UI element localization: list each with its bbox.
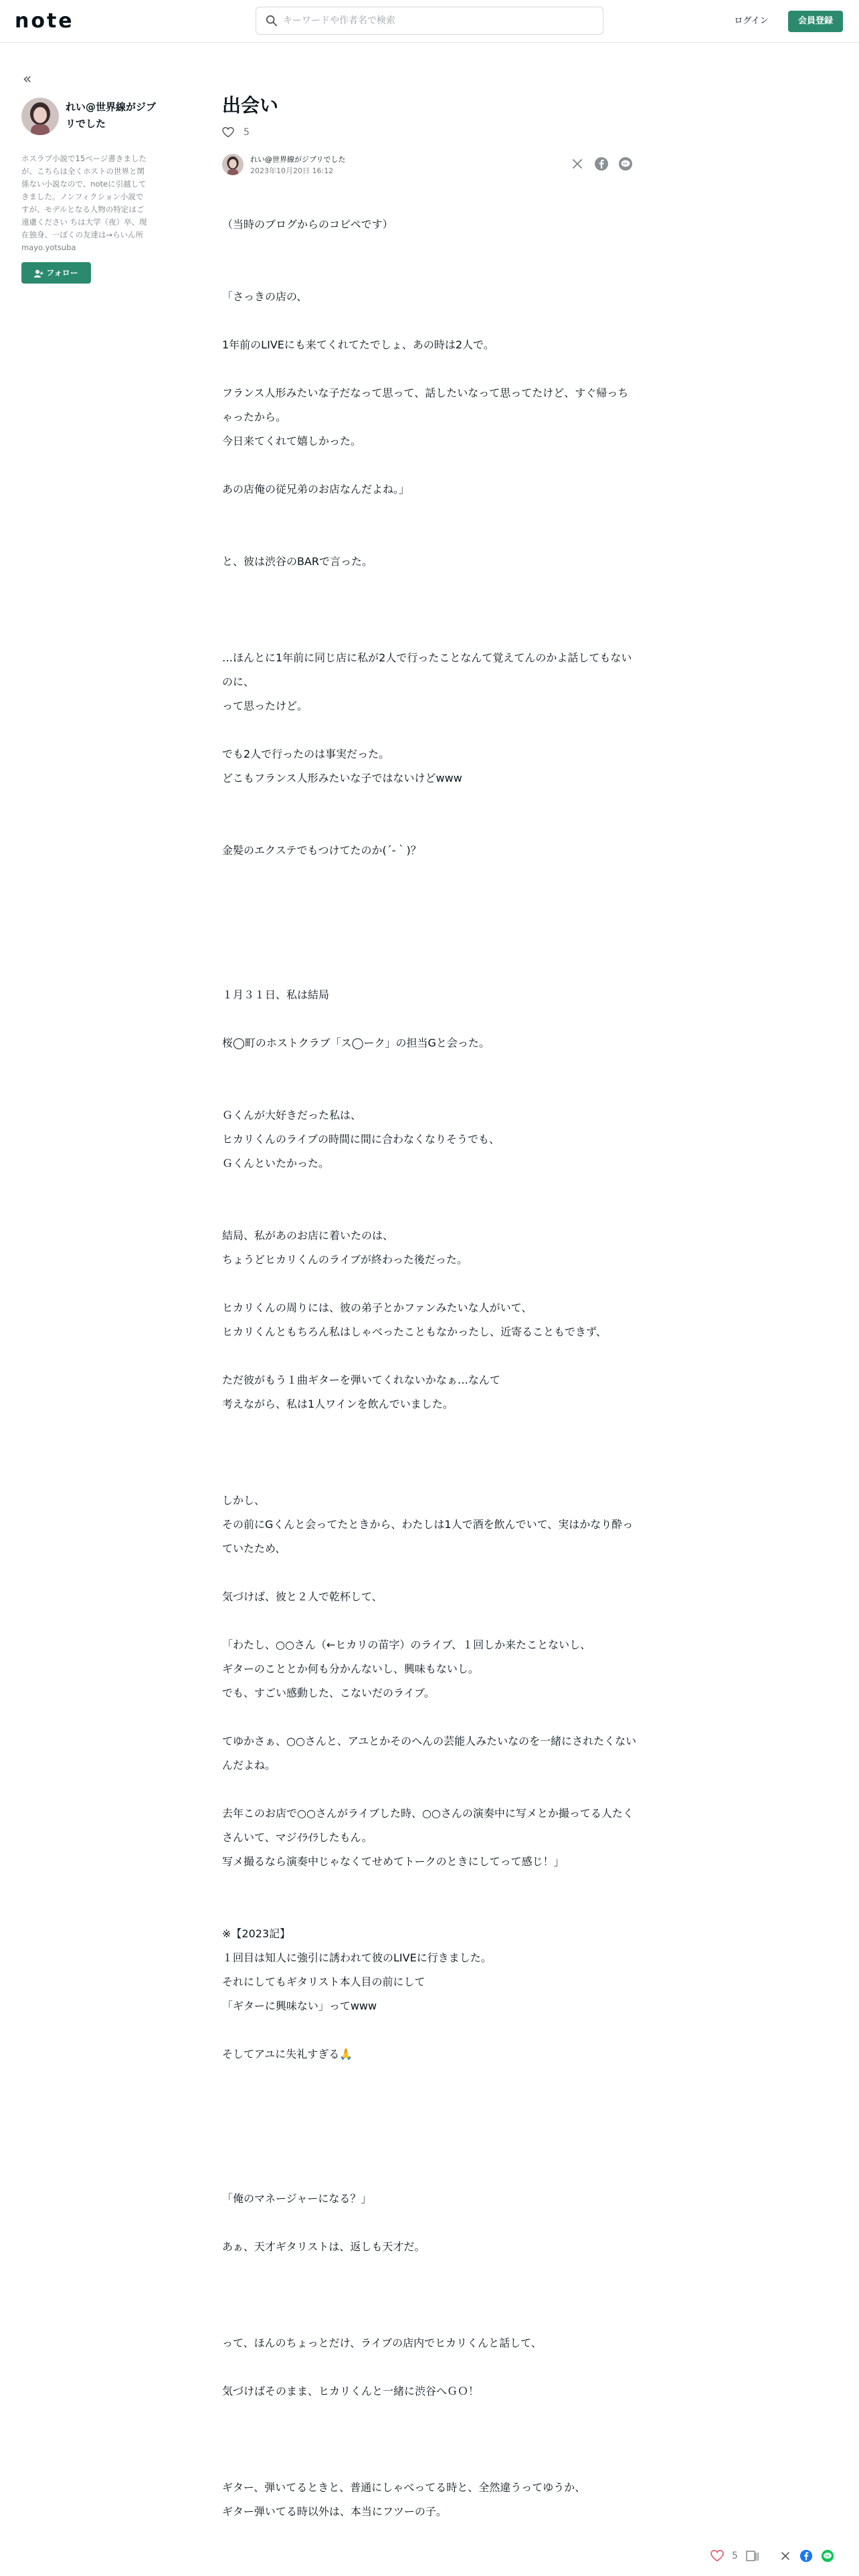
article-paragraph: ヒカリくんともちろん私はしゃべったこともなかったし、近寄ることもできず、 xyxy=(222,1325,607,1338)
author-small-avatar[interactable] xyxy=(222,154,244,175)
article-paragraph: 「俺のマネージャーになる？」 xyxy=(222,2192,372,2205)
article-paragraph xyxy=(222,502,637,526)
article-paragraph xyxy=(222,1055,637,1079)
login-button[interactable]: ログイン xyxy=(734,16,769,26)
article-paragraph xyxy=(222,2090,637,2115)
article-paragraph xyxy=(222,959,637,983)
article-paragraph: ギター、弾いてるときと、普通にしゃべってる時と、全然違うってゆうか、 xyxy=(222,2481,586,2494)
article-paragraph xyxy=(222,1465,637,1489)
article-paragraph: １月３１日、私は結局 xyxy=(222,988,330,1001)
signup-button[interactable]: 会員登録 xyxy=(788,11,843,32)
article-paragraph: １回目は知人に強引に誘われて彼のLIVEに行きました。 xyxy=(222,1951,492,1964)
article-paragraph xyxy=(222,1874,637,1898)
article-paragraph xyxy=(222,309,637,333)
line-icon[interactable] xyxy=(618,156,633,171)
article-paragraph: あの店俺の従兄弟のお店なんだよね。」 xyxy=(222,483,410,496)
article-paragraph: Ｇくんといたかった。 xyxy=(222,1157,330,1170)
article-paragraph: ※【2023記】 xyxy=(222,1927,291,1940)
article-paragraph xyxy=(222,1176,637,1200)
article-paragraph xyxy=(222,2139,637,2163)
article-paragraph xyxy=(222,622,637,646)
article-paragraph xyxy=(222,1416,637,1440)
note-logo[interactable]: note xyxy=(15,9,74,33)
article-paragraph: 「ギターに興味ない」ってwww xyxy=(222,2000,377,2012)
article-paragraph: ちょうどヒカリくんのライブが終わった後だった。 xyxy=(222,1253,468,1266)
line-icon[interactable] xyxy=(821,2549,834,2563)
article-paragraph: あぁ、天才ギタリストは、返しも天才だ。 xyxy=(222,2240,425,2253)
article-paragraph xyxy=(222,1200,637,1224)
article-paragraph: って、ほんのちょっとだけ、ライブの店内でヒカリくんと話して、 xyxy=(222,2337,542,2349)
article-paragraph: ヒカリくんのライブの時間に間に合わなくなりそうでも、 xyxy=(222,1133,500,1146)
article-paragraph: どこもフランス人形みたいな子ではないけどwww xyxy=(222,772,462,784)
bottom-action-bar xyxy=(710,2547,851,2565)
author-row xyxy=(222,152,632,177)
article-paragraph: 「わたし、○○さん（←ヒカリの苗字）のライブ、１回しか来たことないし、 xyxy=(222,1638,591,1651)
article-paragraph xyxy=(222,237,637,261)
article-paragraph xyxy=(222,2403,637,2428)
site-header xyxy=(0,0,859,43)
article-paragraph xyxy=(222,261,637,285)
article-paragraph xyxy=(222,2355,637,2379)
article-title: 出会い xyxy=(222,94,279,116)
article-paragraph xyxy=(222,2259,637,2283)
search-icon xyxy=(266,15,278,27)
article-paragraph xyxy=(222,2018,637,2042)
article-paragraph: （当時のブログからのコピペです） xyxy=(222,218,393,231)
article-paragraph xyxy=(222,526,637,550)
article-paragraph: 写メ撮るなら演奏中じゃなくてせめてトークのときにしてって感じ！」 xyxy=(222,1855,565,1868)
article-paragraph xyxy=(222,1561,637,1585)
article-paragraph: てゆかさぁ、○○さんと、アユとかそのへんの芸能人みたいなのを一緒にされたくないんだよね。 xyxy=(222,1735,637,1772)
author-avatar[interactable] xyxy=(21,98,59,135)
article-paragraph: 今日来てくれて嬉しかった。 xyxy=(222,435,362,447)
article-paragraph xyxy=(222,790,637,815)
article-paragraph: 気づけばそのまま、ヒカリくんと一緒に渋谷へＧＯ！ xyxy=(222,2385,480,2397)
article-paragraph xyxy=(222,1440,637,1465)
like-count: 5 xyxy=(244,127,250,138)
article-paragraph xyxy=(222,574,637,598)
article-paragraph xyxy=(222,1705,637,1729)
article-paragraph: 去年このお店で○○さんがライブした時、○○さんの演奏中に写メとか撮ってる人たくさんいて、マジｲﾗｲﾗしたもん。 xyxy=(222,1807,634,1844)
article-paragraph: Ｇくんが大好きだった私は、 xyxy=(222,1109,362,1121)
article-paragraph xyxy=(222,718,637,742)
article-paragraph xyxy=(222,1272,637,1296)
sidebar-author-name[interactable]: れい@世界線がジブリでした xyxy=(66,101,157,130)
article-paragraph: と、彼は渋谷のBARで言った。 xyxy=(222,555,373,568)
article-paragraph: そしてアユに失礼すぎる🙏 xyxy=(222,2048,353,2060)
article-paragraph xyxy=(222,887,637,911)
search-box[interactable] xyxy=(256,7,603,35)
article-paragraph xyxy=(222,453,637,477)
article-body xyxy=(222,213,637,2524)
chevrons-left-icon[interactable]: « xyxy=(23,71,32,88)
article-paragraph xyxy=(222,815,637,839)
x-logo-icon[interactable] xyxy=(779,2550,791,2562)
article-paragraph: 1年前のLIVEにも来てくれてたでしょ、あの時は2人で。 xyxy=(222,338,494,351)
article-paragraph: 結局、私があのお店に着いたのは、 xyxy=(222,1229,394,1242)
article-paragraph xyxy=(222,2452,637,2476)
article-paragraph: でも、すごい感動した、こないだのライブ。 xyxy=(222,1687,435,1699)
article-paragraph: 「さっきの店の、 xyxy=(222,290,308,303)
article-paragraph: フランス人形みたいな子だなって思って、話したいなって思ってたけど、すぐ帰っちゃったから。 xyxy=(222,387,629,423)
article-paragraph xyxy=(222,1609,637,1633)
magazine-icon[interactable] xyxy=(746,2550,759,2562)
article-paragraph: 桜◯町のホストクラブ「ス◯ーク」の担当Gと会った。 xyxy=(222,1037,490,1049)
follow-label: フォロー xyxy=(46,268,78,278)
article-paragraph xyxy=(222,1344,637,1368)
article-paragraph: …ほんとに1年前に同じ店に私が2人で行ったことなんて覚えてんのかよ話してもないのに、 xyxy=(222,651,632,688)
article-paragraph xyxy=(222,2428,637,2452)
article-paragraph xyxy=(222,863,637,887)
article-paragraph: 金髪のエクステでもつけてたのか(´-｀)？ xyxy=(222,844,421,857)
article-paragraph: でも2人で行ったのは事実だった。 xyxy=(222,748,390,760)
person-plus-icon xyxy=(34,270,43,278)
article-paragraph xyxy=(222,911,637,935)
article-paragraph: その前にGくんと会ってたときから、わたしは1人で酒を飲んでいて、実はかなり酔っていたため、 xyxy=(222,1518,634,1555)
article-paragraph xyxy=(222,1778,637,1802)
heart-icon[interactable] xyxy=(710,2550,724,2562)
article-paragraph xyxy=(222,2163,637,2187)
sidebar-author-bio: ホスラブ小説で15ページ書きましたが、こちらは全くホストの世界と関係ない小説なので、noteに引越してきました。ノンフィクション小説ですが、モデルとなる人物の特定はご遠慮ください ちは大学（夜）卒、現在独身、一ぼくの友達は→らいん所 mayo.yotsuba xyxy=(21,154,147,252)
bottom-like-count: 5 xyxy=(732,2551,738,2561)
article-paragraph xyxy=(222,935,637,959)
article-paragraph: それにしてもギタリスト本人目の前にして xyxy=(222,1975,425,1988)
article-paragraph xyxy=(222,2283,637,2307)
facebook-icon[interactable] xyxy=(594,156,609,171)
article-paragraph xyxy=(222,1079,637,1103)
article-paragraph: ギター弾いてる時以外は、本当にフツーの子。 xyxy=(222,2505,447,2518)
x-logo-icon[interactable] xyxy=(570,156,585,171)
facebook-icon[interactable] xyxy=(799,2549,813,2563)
like-row xyxy=(222,124,250,140)
article-paragraph xyxy=(222,2115,637,2139)
article-paragraph: しかし、 xyxy=(222,1494,266,1507)
heart-icon[interactable] xyxy=(222,127,234,138)
article-paragraph xyxy=(222,598,637,622)
article-paragraph xyxy=(222,2307,637,2331)
article-paragraph xyxy=(222,1898,637,1922)
article-paragraph: 考えながら、私は1人ワインを飲んでいました。 xyxy=(222,1398,454,1410)
article-paragraph xyxy=(222,357,637,381)
article-paragraph xyxy=(222,2211,637,2235)
follow-button[interactable] xyxy=(21,262,91,284)
search-input[interactable] xyxy=(283,7,597,34)
article-paragraph: ギターのこととか何も分かんないし、興味もないし。 xyxy=(222,1662,479,1675)
article-author-name[interactable]: れい@世界線がジブリでした xyxy=(250,155,346,164)
article-paragraph: 気づけば、彼と２人で乾杯して、 xyxy=(222,1590,383,1603)
article-paragraph: ヒカリくんの周りには、彼の弟子とかファンみたいな人がいて、 xyxy=(222,1301,533,1314)
article-paragraph xyxy=(222,2066,637,2090)
article-paragraph: って思ったけど。 xyxy=(222,700,308,712)
post-date: 2023年10月20日 16:12 xyxy=(250,167,334,175)
article-paragraph xyxy=(222,1007,637,1031)
article-paragraph: ただ彼がもう１曲ギターを弾いてくれないかなぁ…なんて xyxy=(222,1374,500,1386)
